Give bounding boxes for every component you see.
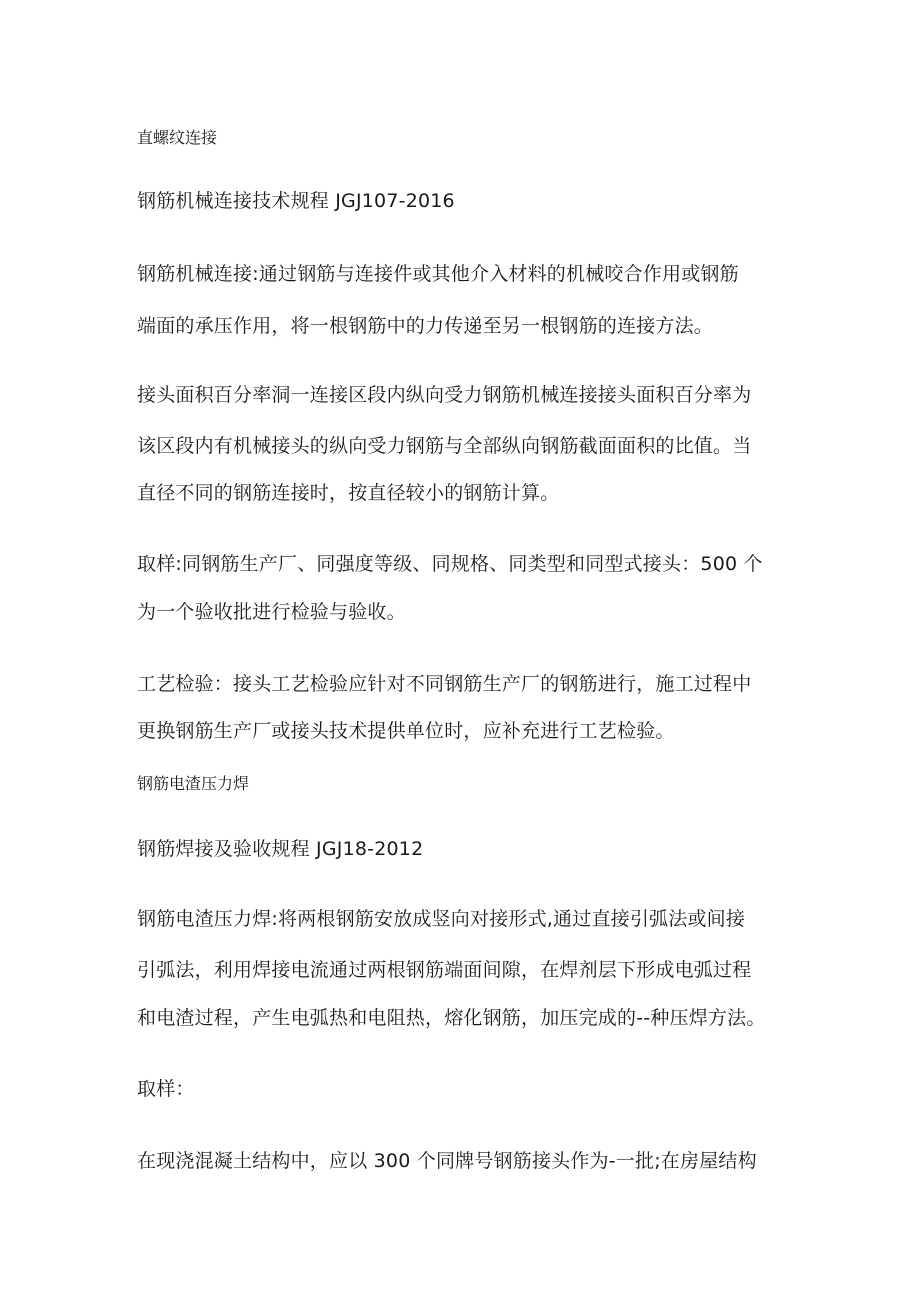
paragraph-area-ratio-line-3: 直径不同的钢筋连接时，按直径较小的钢筋计算。 bbox=[137, 482, 560, 504]
section-heading-straight-thread: 直螺纹连接 bbox=[137, 128, 218, 147]
section-heading-electroslag-welding: 钢筋电渣压力焊 bbox=[137, 774, 250, 793]
sampling-label: 取样： bbox=[137, 1078, 195, 1100]
paragraph-area-ratio-line-1: 接头面积百分率洞一连接区段内纵向受力钢筋机械连接接头面积百分率为 bbox=[137, 384, 752, 406]
paragraph-process-test-line-1: 工艺检验：接头工艺检验应针对不同钢筋生产厂的钢筋进行，施工过程中 bbox=[137, 673, 752, 695]
standard-title-jgj107: 钢筋机械连接技术规程 JGJ107-2016 bbox=[137, 190, 455, 212]
standard-title-jgj18: 钢筋焊接及验收规程 JGJ18-2012 bbox=[137, 838, 424, 860]
paragraph-electroslag-line-3: 和电渣过程，产生电弧热和电阻热，熔化钢筋，加压完成的--种压焊方法。 bbox=[137, 1007, 766, 1029]
paragraph-electroslag-line-1: 钢筋电渣压力焊:将两根钢筋安放成竖向对接形式,通过直接引弧法或间接 bbox=[137, 908, 746, 930]
paragraph-electroslag-line-2: 引弧法，利用焊接电流通过两根钢筋端面间隙，在焊剂层下形成电弧过程 bbox=[137, 959, 752, 981]
paragraph-sampling-line-2: 为一个验收批进行检验与验收。 bbox=[137, 601, 406, 623]
paragraph-sampling-2-line-1: 在现浇混凝土结构中，应以 300 个同牌号钢筋接头作为-一批;在房屋结构 bbox=[137, 1150, 757, 1172]
paragraph-mech-connection-line-1: 钢筋机械连接:通过钢筋与连接件或其他介入材料的机械咬合作用或钢筋 bbox=[137, 263, 739, 285]
paragraph-area-ratio-line-2: 该区段内有机械接头的纵向受力钢筋与全部纵向钢筋截面面积的比值。当 bbox=[137, 435, 752, 457]
paragraph-process-test-line-2: 更换钢筋生产厂或接头技术提供单位时，应补充进行工艺检验。 bbox=[137, 720, 675, 742]
paragraph-mech-connection-line-2: 端面的承压作用，将一根钢筋中的力传递至另一根钢筋的连接方法。 bbox=[137, 315, 714, 337]
paragraph-sampling-line-1: 取样:同钢筋生产厂、同强度等级、同规格、同类型和同型式接头：500 个 bbox=[137, 553, 763, 575]
